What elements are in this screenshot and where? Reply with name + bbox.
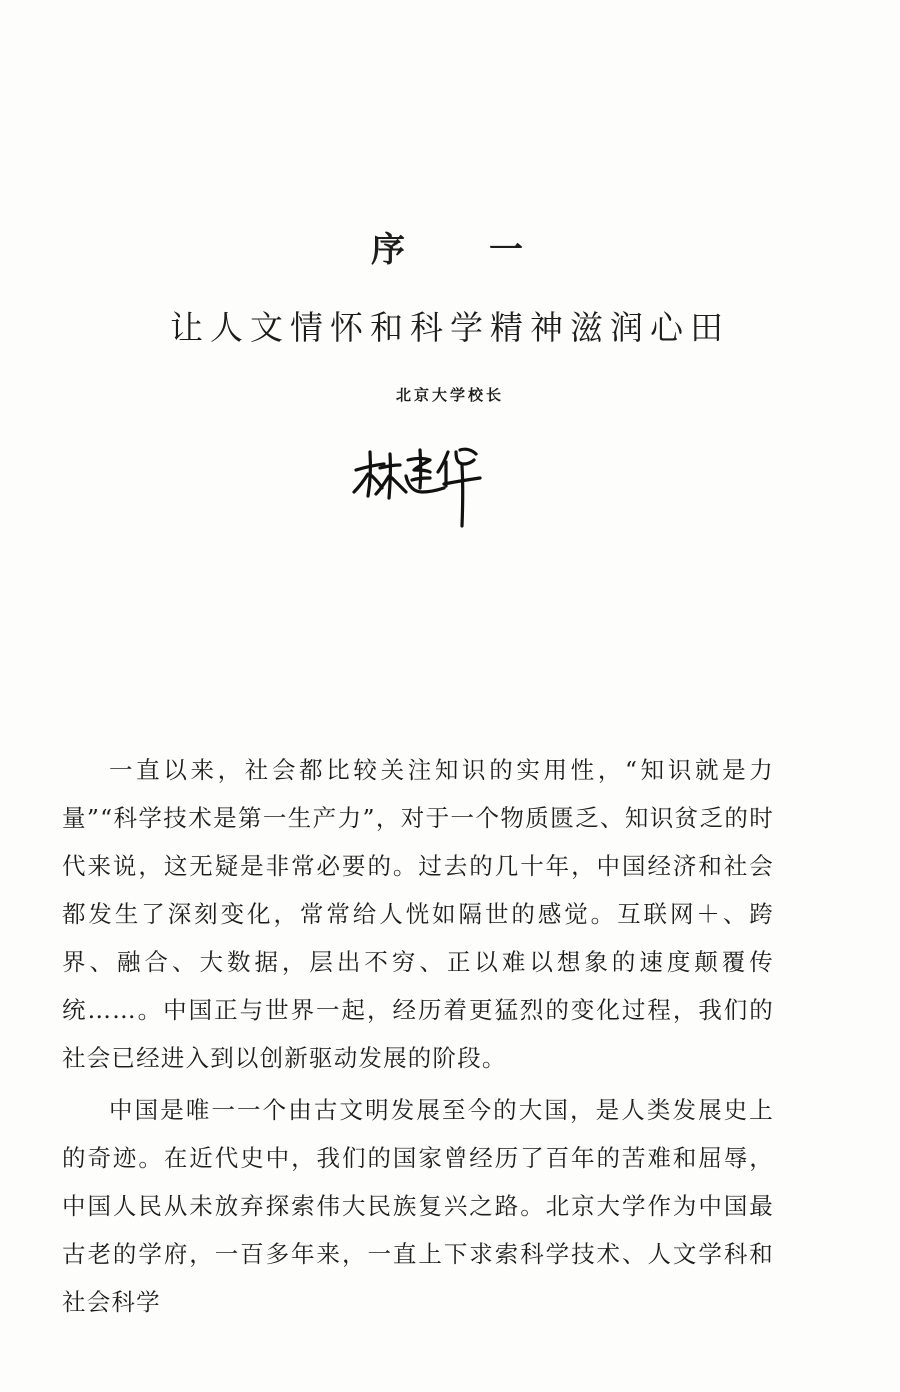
preface-heading	[0, 222, 900, 271]
author-title: 北京大学校长	[395, 386, 504, 404]
preface-subtitle: 让人文情怀和科学精神滋润心田	[170, 308, 730, 347]
heading-char-2: 一	[489, 230, 529, 270]
body-text	[62, 746, 774, 1330]
paragraph: 一直以来，社会都比较关注知识的实用性，“知识就是力量”“科学技术是第一生产力”，对于一个物质匮乏、知识贫乏的时代来说，这无疑是非常必要的。过去的几十年，中国经济和社会都发生了深刻变化，常常给人恍如隔世的感觉。互联网＋、跨界、融合、大数据，层出不穷、正以难以想象的速度颠覆传统……。中国正与世界一起，经历着更猛烈的变化过程，我们的社会已经进入到以创新驱动发展的阶段。	[62, 756, 774, 1072]
heading-char-1: 序	[371, 230, 411, 270]
paragraph: 中国是唯一一个由古文明发展至今的大国，是人类发展史上的奇迹。在近代史中，我们的国家曾经历了百年的苦难和屈辱，中国人民从未放弃探索伟大民族复兴之路。北京大学作为中国最古老的学府，一百多年来，一直上下求索科学技术、人文学科和社会科学	[62, 1096, 774, 1316]
signature-icon	[350, 430, 490, 530]
